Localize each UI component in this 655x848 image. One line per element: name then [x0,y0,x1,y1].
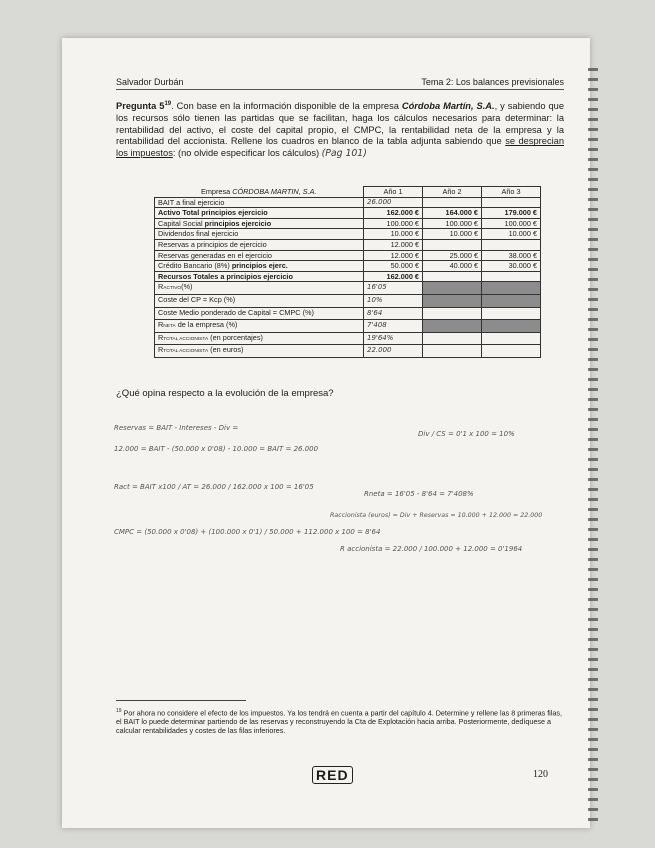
ratio-row [155,345,541,358]
ratio-row [155,307,541,320]
cell-year-2: 164.000 € [423,208,482,219]
cell-year-3: 100.000 € [482,218,541,229]
cell-year-3 [482,320,541,333]
ratio-row [155,282,541,295]
cell-year-3 [482,197,541,208]
cell-year-2 [423,307,482,320]
table-row [155,229,541,240]
table-row [155,250,541,261]
cell-year-3 [482,294,541,307]
header-author: Salvador Durbán [116,77,184,87]
header-topic: Tema 2: Los balances previsionales [421,77,564,87]
handwritten-line-ract: Ract = BAIT x100 / AT = 26.000 / 162.000 x 100 = 16'05 [114,483,314,491]
handwritten-line-raccionista-pct: R accionista = 22.000 / 100.000 + 12.000 = 0'1964 [340,545,523,553]
question-text [116,99,564,160]
ratio-label: RTOTAL ACCIONISTA (en porcentajes) [155,332,364,345]
cell-year-1: 12.000 € [364,250,423,261]
cell-year-2 [423,197,482,208]
year-3-header: Año 3 [482,187,541,198]
footnote-rule [116,700,246,701]
footnote-ref: 19 [164,101,172,107]
table-row [155,261,541,272]
table-row [155,208,541,219]
question-part-2: , y sabiendo que los recursos sólo tienen las partidas que se facilitan, haga los cálculos necesarios para determinar: la rentabilidad del activo, el coste del capital propio, el CMPC, la rentabilidad neta de la empresa y la rentabilidad del accionista. Rellene los cuadros en blanco de la tabla adjunta sabiendo que [116,101,565,147]
table-row [155,271,541,282]
cell-year-3 [482,345,541,358]
table-row [155,218,541,229]
row-label: Crédito Bancario (8%) principios ejerc. [155,261,364,272]
ratio-value-year-1: 22.000 [364,345,423,358]
cell-year-2 [423,345,482,358]
ratio-label: Coste Medio ponderado de Capital = CMPC (%) [155,307,364,320]
cell-year-2: 40.000 € [423,261,482,272]
cell-year-3: 38.000 € [482,250,541,261]
year-2-header: Año 2 [423,187,482,198]
cell-year-2 [423,320,482,333]
cell-year-2: 25.000 € [423,250,482,261]
cell-year-2 [423,332,482,345]
cell-year-1: 10.000 € [364,229,423,240]
cell-year-3 [482,282,541,295]
row-label: Reservas generadas en el ejercicio [155,250,364,261]
running-header [116,77,564,90]
row-label: Dividendos final ejercicio [155,229,364,240]
ratio-label: RNETA de la empresa (%) [155,320,364,333]
handwritten-line-bait: 12.000 = BAIT - (50.000 x 0'08) - 10.000 = BAIT = 26.000 [114,445,319,453]
ratio-row [155,320,541,333]
row-label: BAIT a final ejercicio [155,197,364,208]
ratio-value-year-1: 16'05 [364,282,423,295]
row-label: Recursos Totales a principios ejercicio [155,271,364,282]
ratio-label: RTOTAL ACCIONISTA (en euros) [155,345,364,358]
handwritten-line-rneta: Rneta = 16'05 - 8'64 = 7'408% [364,490,474,498]
cell-year-2 [423,271,482,282]
footnote: $^{19}$ Por ahora no considere el efecto de los impuestos. Ya los tendrá en cuenta a partir del capítulo 4. Determine y rellene las 8 primeras filas, el BAIT lo puede determinar partiendo de las reservas y reconstruyendo la Cta de Explotación hacia arriba. Posteriormente, dedíquese a calcular rentabilidades y costes de las filas inferiores. [116,708,562,736]
ratio-row [155,294,541,307]
question-part-1: . Con base en la información disponible de la empresa [171,101,402,112]
ratio-row [155,332,541,345]
cell-year-2: 10.000 € [423,229,482,240]
cell-year-2 [423,239,482,250]
cell-year-1: 162.000 € [364,208,423,219]
table-company-title: Empresa CÓRDOBA MARTIN, S.A. [200,186,317,196]
ratio-value-year-1: 8'64 [364,307,423,320]
publisher-logo: RED [312,766,353,784]
cell-year-3 [482,332,541,345]
table-row [155,239,541,250]
row-label: Activo Total principios ejercicio [155,208,364,219]
handwritten-page-note: (Pag 101) [321,148,367,160]
balance-table [154,186,541,358]
opinion-question: ¿Qué opina respecto a la evolución de la empresa? [116,388,334,399]
cell-year-1: 12.000 € [364,239,423,250]
cell-year-3: 30.000 € [482,261,541,272]
ratio-value-year-1: 19'64% [364,332,423,345]
cell-year-1: 100.000 € [364,218,423,229]
handwritten-line-cmpc: CMPC = (50.000 x 0'08) + (100.000 x 0'1) / 50.000 + 112.000 x 100 = 8'64 [114,528,381,536]
cell-year-1: 26.000 [364,197,423,208]
cell-year-2 [423,282,482,295]
ratio-label: Coste del CP = Kcp (%) [155,294,364,307]
year-1-header: Año 1 [364,187,423,198]
row-label: Capital Social principios ejercicio [155,218,364,229]
cell-year-2: 100.000 € [423,218,482,229]
handwritten-line-raccionista-euros: Raccionista (euros) = Div + Reservas = 10.000 + 12.000 = 22.000 [330,512,543,519]
handwritten-line-reservas: Reservas = BAIT - Intereses - Div = [114,424,239,432]
handwritten-line-kcp: Div / CS = 0'1 x 100 = 10% [418,430,515,438]
company-name: Córdoba Martín, S.A. [401,101,495,112]
ratio-value-year-1: 10% [364,294,423,307]
cell-year-3 [482,307,541,320]
question-number: Pregunta 5 [116,101,165,112]
table-row [155,197,541,208]
ratio-value-year-1: 7'408 [364,320,423,333]
ratio-label: RACTIVO(%) [155,282,364,295]
cell-year-3: 179.000 € [482,208,541,219]
cell-year-1: 162.000 € [364,271,423,282]
question-part-3: : (no olvide especificar los cálculos) [172,148,322,159]
row-label: Reservas a principios de ejercicio [155,239,364,250]
cell-year-2 [423,294,482,307]
spiral-binding [588,68,598,828]
table-header-row [155,187,541,198]
cell-year-3 [482,271,541,282]
underlined-phrase: se desprecian los impuestos [116,136,564,159]
cell-year-3: 10.000 € [482,229,541,240]
cell-year-1: 50.000 € [364,261,423,272]
cell-year-3 [482,239,541,250]
page-number: 120 [533,769,548,780]
page-sheet [62,38,590,828]
